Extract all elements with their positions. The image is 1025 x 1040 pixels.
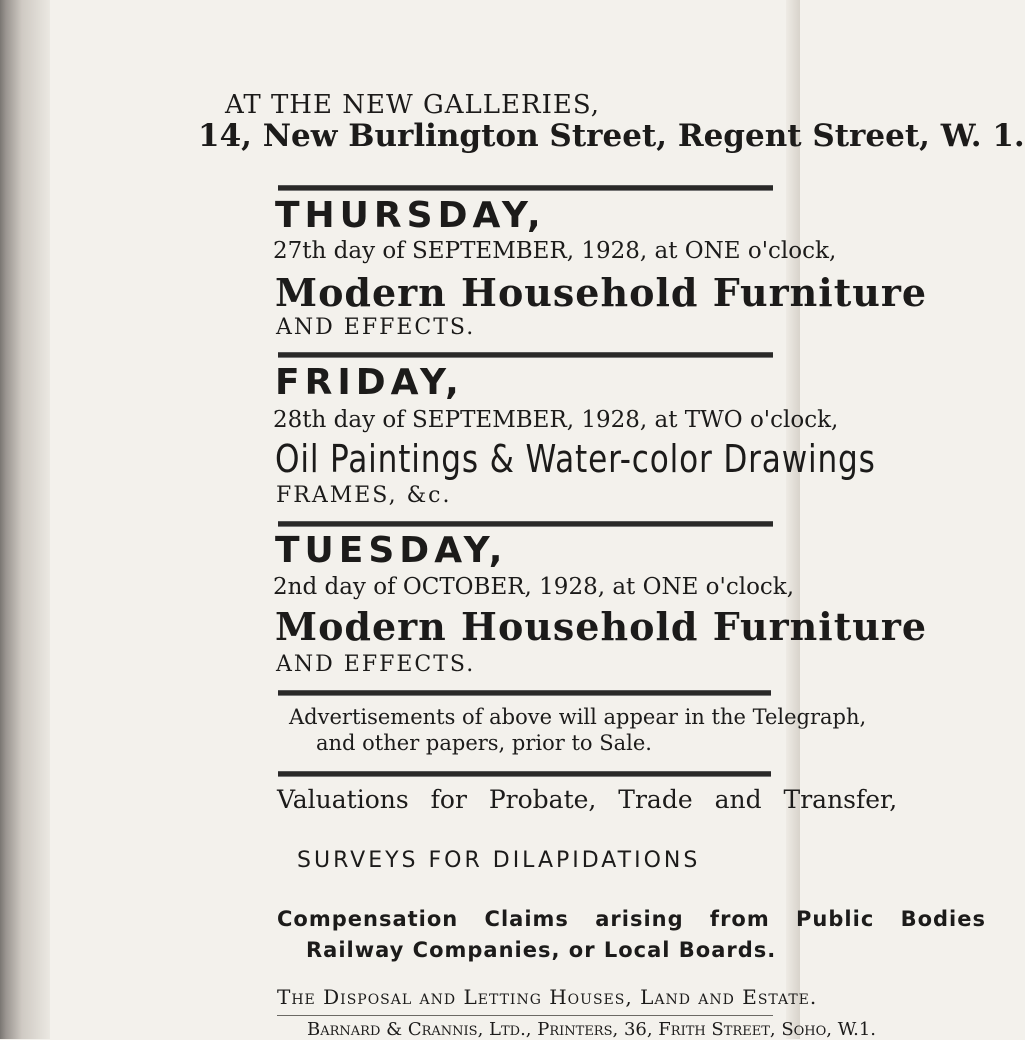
surveys-line: SURVEYS FOR DILAPIDATIONS xyxy=(297,848,701,873)
page-edge xyxy=(786,0,800,1039)
valuations-line: Valuations for Probate, Trade and Transfer, xyxy=(277,785,898,814)
sale-date: 28th day of SEPTEMBER, 1928, at TWO o'clock, xyxy=(273,407,839,433)
sale-day: THURSDAY, xyxy=(275,195,546,236)
gallery-address: 14, New Burlington Street, Regent Street, W. 1. xyxy=(198,118,1025,154)
sale-subtitle: AND EFFECTS. xyxy=(276,315,476,340)
divider xyxy=(278,352,773,358)
gallery-heading: AT THE NEW GALLERIES, xyxy=(225,90,600,120)
sale-title: Modern Household Furniture xyxy=(275,270,928,315)
auction-notice-page xyxy=(60,0,1025,1040)
railway-line: Railway Companies, or Local Boards. xyxy=(306,938,777,962)
sale-title: Modern Household Furniture xyxy=(275,604,928,649)
divider xyxy=(278,521,773,527)
advert-notice-cont: and other papers, prior to Sale. xyxy=(316,731,652,755)
sale-title: Oil Paintings & Water-color Drawings xyxy=(275,437,876,481)
printer-imprint: Barnard & Crannis, Ltd., Printers, 36, Frith Street, Soho, W.1. xyxy=(307,1019,876,1040)
divider xyxy=(277,1015,773,1016)
divider xyxy=(278,185,773,191)
advert-notice: Advertisements of above will appear in the Telegraph, xyxy=(289,705,867,729)
compensation-line: Compensation Claims arising from Public Bodies xyxy=(277,907,986,931)
sale-subtitle: FRAMES, &c. xyxy=(276,483,452,508)
disposal-line: The Disposal and Letting Houses, Land and Estate. xyxy=(277,985,818,1009)
divider xyxy=(278,771,771,777)
sale-subtitle: AND EFFECTS. xyxy=(276,652,476,677)
sale-day: FRIDAY, xyxy=(275,362,464,403)
sale-day: TUESDAY, xyxy=(275,530,508,571)
divider xyxy=(278,690,771,696)
sale-date: 27th day of SEPTEMBER, 1928, at ONE o'clock, xyxy=(273,238,837,264)
binding-shadow xyxy=(0,0,50,1039)
sale-date: 2nd day of OCTOBER, 1928, at ONE o'clock, xyxy=(273,574,795,600)
